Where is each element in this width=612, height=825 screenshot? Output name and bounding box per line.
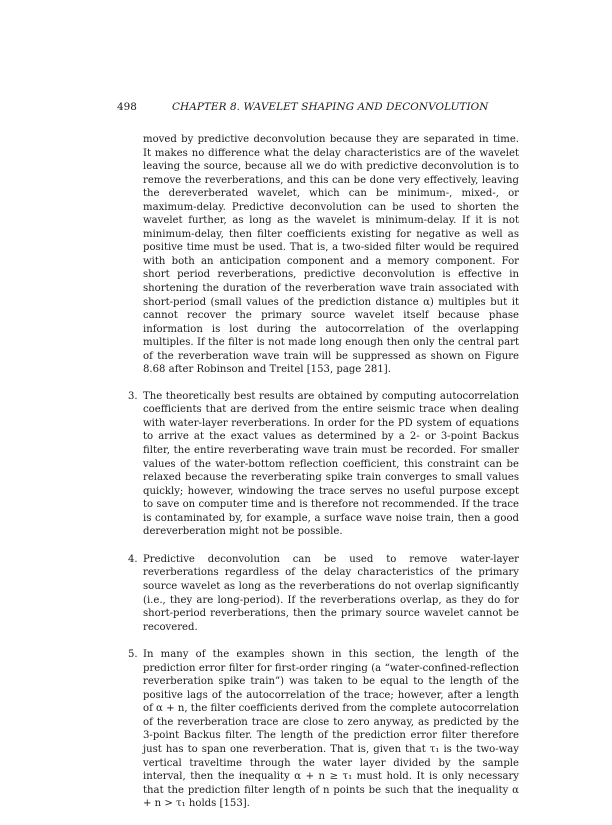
list-item-text: In many of the examples shown in this section, the length of the prediction error filter for first-order ringing (a “water-confined-reflection reverberation spike train”) was taken to be equal to the length of the positive lags of the autocorrelation of the trace; however, after a length of α + n, the filter coefficients derived from the complete autocorrelation of the reverberation trace are close to zero anyway, as predicted by the 3-point Backus filter. The length of the prediction error filter therefore just has to span one reverberation. That is, given that τ₁ is the two-way vertical traveltime through the water layer divided by the sample interval, then the inequality α + n ≥ τ₁ must hold. It is only necessary that the prediction filter length of n points be such that the inequality α + n > τ₁ holds [153]. (143, 649, 519, 810)
page-header (117, 100, 519, 114)
running-head: CHAPTER 8. WAVELET SHAPING AND DECONVOLUTION (172, 101, 489, 113)
list-item-text: Predictive deconvolution can be used to remove water-layer reverberations regardless of the delay characteristics of the primary source wavelet as long as the reverberations do not overlap significantly (i.e., they are long-period). If the reverberations overlap, as they do for short-period reverberations, then the primary source wavelet cannot be recovered. (143, 553, 519, 633)
continuation-paragraph: moved by predictive deconvolution because they are separated in time. It makes no difference what the delay characteristics are of the wavelet leaving the source, because all we do with predictive deconvolution is to remove the reverberations, and this can be done very effectively, leaving the dereverberated wavelet, which can be minimum-, mixed-, or maximum-delay. Predictive deconvolution can be used to shorten the wavelet further, as long as the wavelet is minimum-delay. If it is not minimum-delay, then filter coefficients existing for negative as well as positive time must be used. That is, a two-sided filter would be required with both an anticipation component and a memory component. For short period reverberations, predictive deconvolution is effective in shortening the duration of the reverberation wave train associated with short-period (small values of the prediction distance α) multiples but it cannot recover the primary source wavelet itself because phase information is lost during the autocorrelation of the overlapping multiples. If the filter is not made long enough then only the central part of the reverberation wave train will be suppressed as shown on Figure 8.68 after Robinson and Treitel [153, page 281]. (143, 134, 519, 376)
list-item-number: 5. (128, 649, 138, 661)
body-text (128, 133, 519, 825)
list-item-text: The theoretically best results are obtained by computing autocorrelation coefficients that are derived from the entire seismic trace when dealing with water-layer reverberations. In order for the PD system of equations to arrive at the exact values as determined by a 2- or 3-point Backus filter, the entire reverberating wave train must be recorded. For smaller values of the water-bottom reflection coefficient, this constraint can be relaxed because the reverberating spike train converges to small values quickly; however, windowing the trace serves no useful purpose except to save on computer time and is therefore not recommended. If the trace is contaminated by, for example, a surface wave noise train, then a good dereverberation might not be possible. (143, 390, 519, 538)
list-item-number: 4. (128, 553, 138, 565)
list-item-4 (128, 553, 519, 634)
list-item-5 (128, 648, 519, 811)
page-number: 498 (117, 101, 137, 113)
list-item-3 (128, 390, 519, 539)
list-item-number: 3. (128, 390, 138, 402)
